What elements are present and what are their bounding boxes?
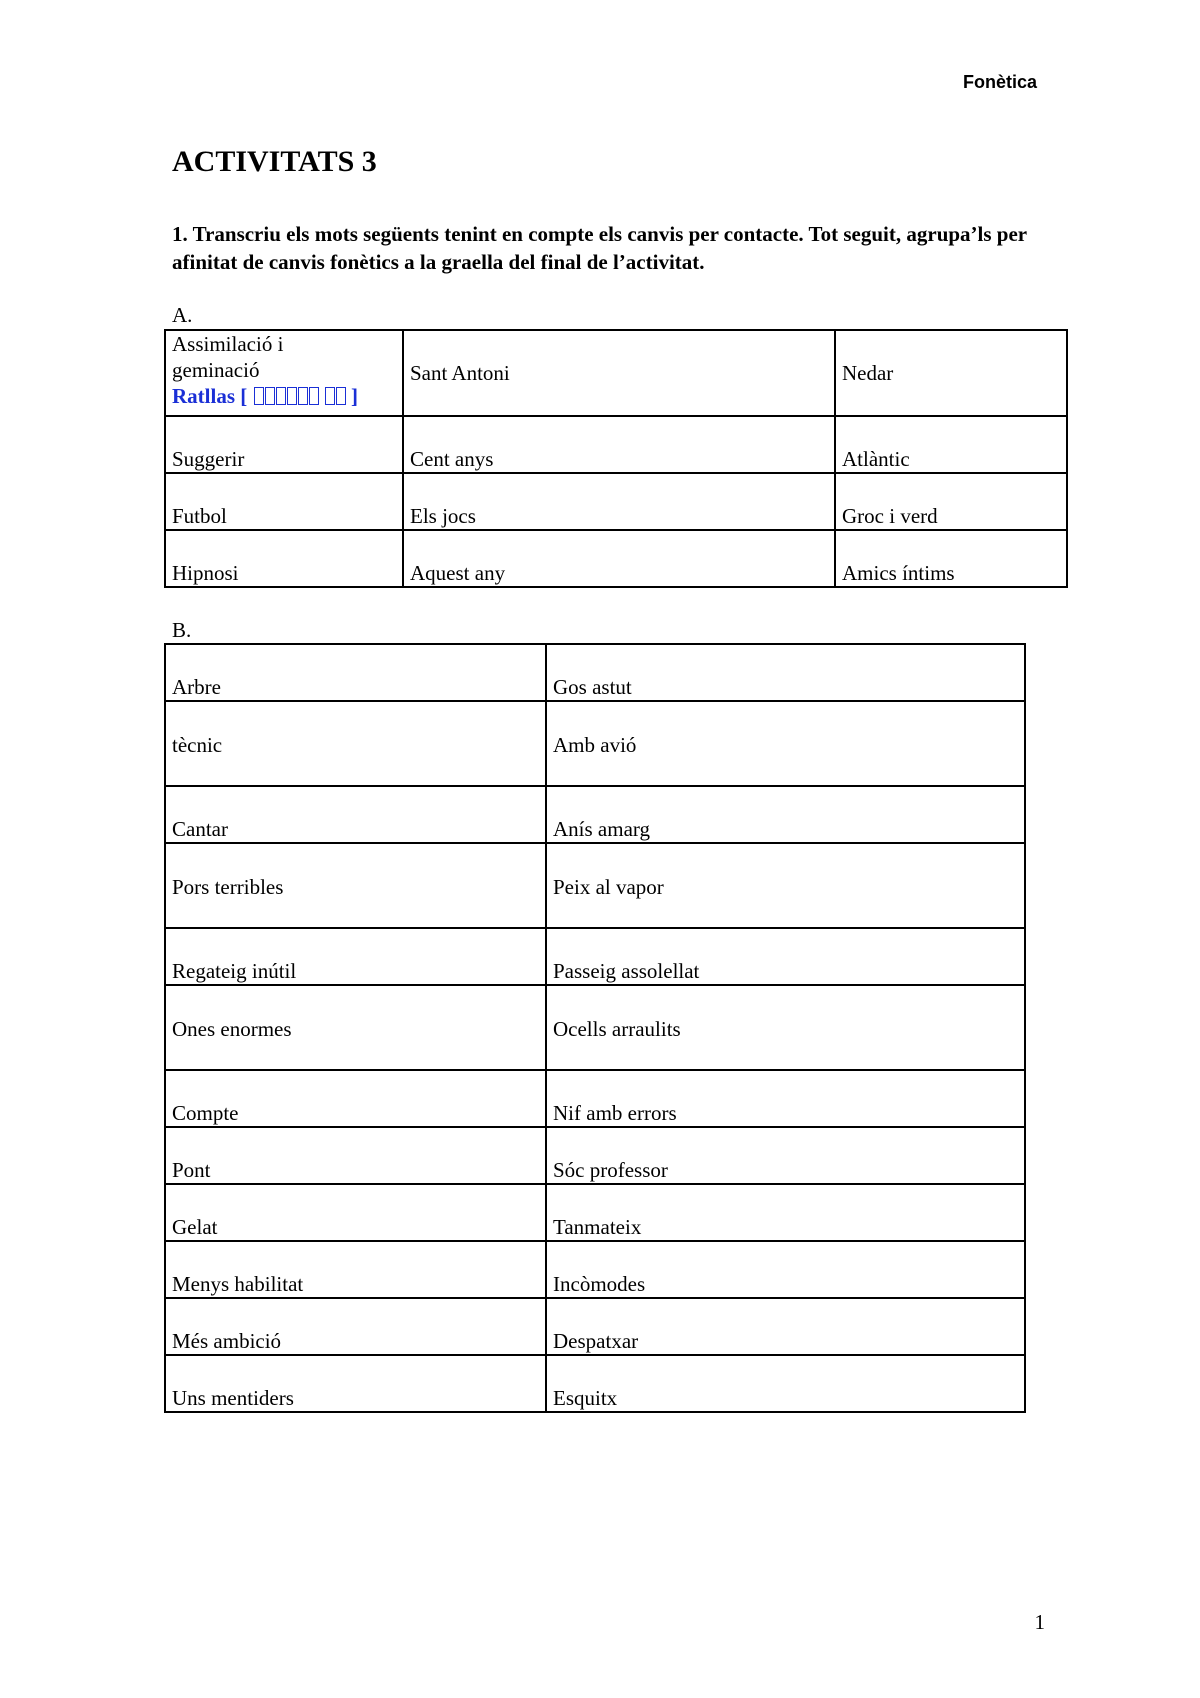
table-row (165, 473, 1067, 530)
ipa-transcription (172, 383, 402, 409)
table-row (165, 1184, 1025, 1241)
table-cell: Més ambició (165, 1298, 546, 1355)
table-cell: Tanmateix (546, 1184, 1025, 1241)
table-row (165, 701, 1025, 786)
table-cell: Compte (165, 1070, 546, 1127)
page-title: ACTIVITATS 3 (172, 145, 377, 178)
table-cell: Pont (165, 1127, 546, 1184)
table-cell: Gos astut (546, 644, 1025, 701)
table-cell: Amics íntims (835, 530, 1067, 587)
table-cell: Groc i verd (835, 473, 1067, 530)
table-cell: Ones enormes (165, 985, 546, 1070)
table-row (165, 1355, 1025, 1412)
table-cell: Suggerir (165, 416, 403, 473)
table-cell: Gelat (165, 1184, 546, 1241)
table-cell: Nif amb errors (546, 1070, 1025, 1127)
cell-line: Assimilació i (172, 332, 284, 356)
table-cell: Amb avió (546, 701, 1025, 786)
table-row (165, 928, 1025, 985)
table-cell: Futbol (165, 473, 403, 530)
table-row (165, 1298, 1025, 1355)
table-cell: Pors terribles (165, 843, 546, 928)
table-cell: Regateig inútil (165, 928, 546, 985)
table-cell: Arbre (165, 644, 546, 701)
table-row (165, 1070, 1025, 1127)
table-cell: Incòmodes (546, 1241, 1025, 1298)
table-cell: Uns mentiders (165, 1355, 546, 1412)
table-a (164, 329, 1068, 588)
ipa-prefix: Ratllas [ (172, 384, 248, 408)
table-row (165, 644, 1025, 701)
table-cell: Nedar (835, 330, 1067, 416)
page-number: 1 (1034, 1610, 1045, 1634)
table-cell: Cent anys (403, 416, 835, 473)
table-row (165, 330, 1067, 416)
table-cell: Hipnosi (165, 530, 403, 587)
table-row (165, 843, 1025, 928)
table-cell: tècnic (165, 701, 546, 786)
table-row (165, 1241, 1025, 1298)
table-cell: Despatxar (546, 1298, 1025, 1355)
table-cell: Sant Antoni (403, 330, 835, 416)
table-cell: Aquest any (403, 530, 835, 587)
table-cell: Esquitx (546, 1355, 1025, 1412)
table-cell: Passeig assolellat (546, 928, 1025, 985)
table-cell: Sóc professor (546, 1127, 1025, 1184)
table-cell: Els jocs (403, 473, 835, 530)
table-b (164, 643, 1026, 1413)
table-cell: Atlàntic (835, 416, 1067, 473)
exercise-instructions: 1. Transcriu els mots següents tenint en compte els canvis per contacte. Tot seguit, agrupa’ls per afinitat de canvis fonètics a la graella del final de l’activitat. (172, 222, 1027, 274)
table-cell: Menys habilitat (165, 1241, 546, 1298)
running-header: Fonètica (962, 72, 1037, 92)
table-row (165, 1127, 1025, 1184)
table-row (165, 416, 1067, 473)
section-a-label: A. (172, 303, 193, 327)
table-row (165, 985, 1025, 1070)
table-row (165, 530, 1067, 587)
table-cell: Anís amarg (546, 786, 1025, 843)
unrendered-glyphs (253, 384, 346, 408)
ipa-suffix: ] (351, 384, 358, 408)
cell-line: geminació (172, 358, 260, 382)
section-b-label: B. (172, 618, 192, 642)
table-cell (165, 330, 403, 416)
table-cell: Peix al vapor (546, 843, 1025, 928)
table-cell: Ocells arraulits (546, 985, 1025, 1070)
table-row (165, 786, 1025, 843)
table-cell: Cantar (165, 786, 546, 843)
